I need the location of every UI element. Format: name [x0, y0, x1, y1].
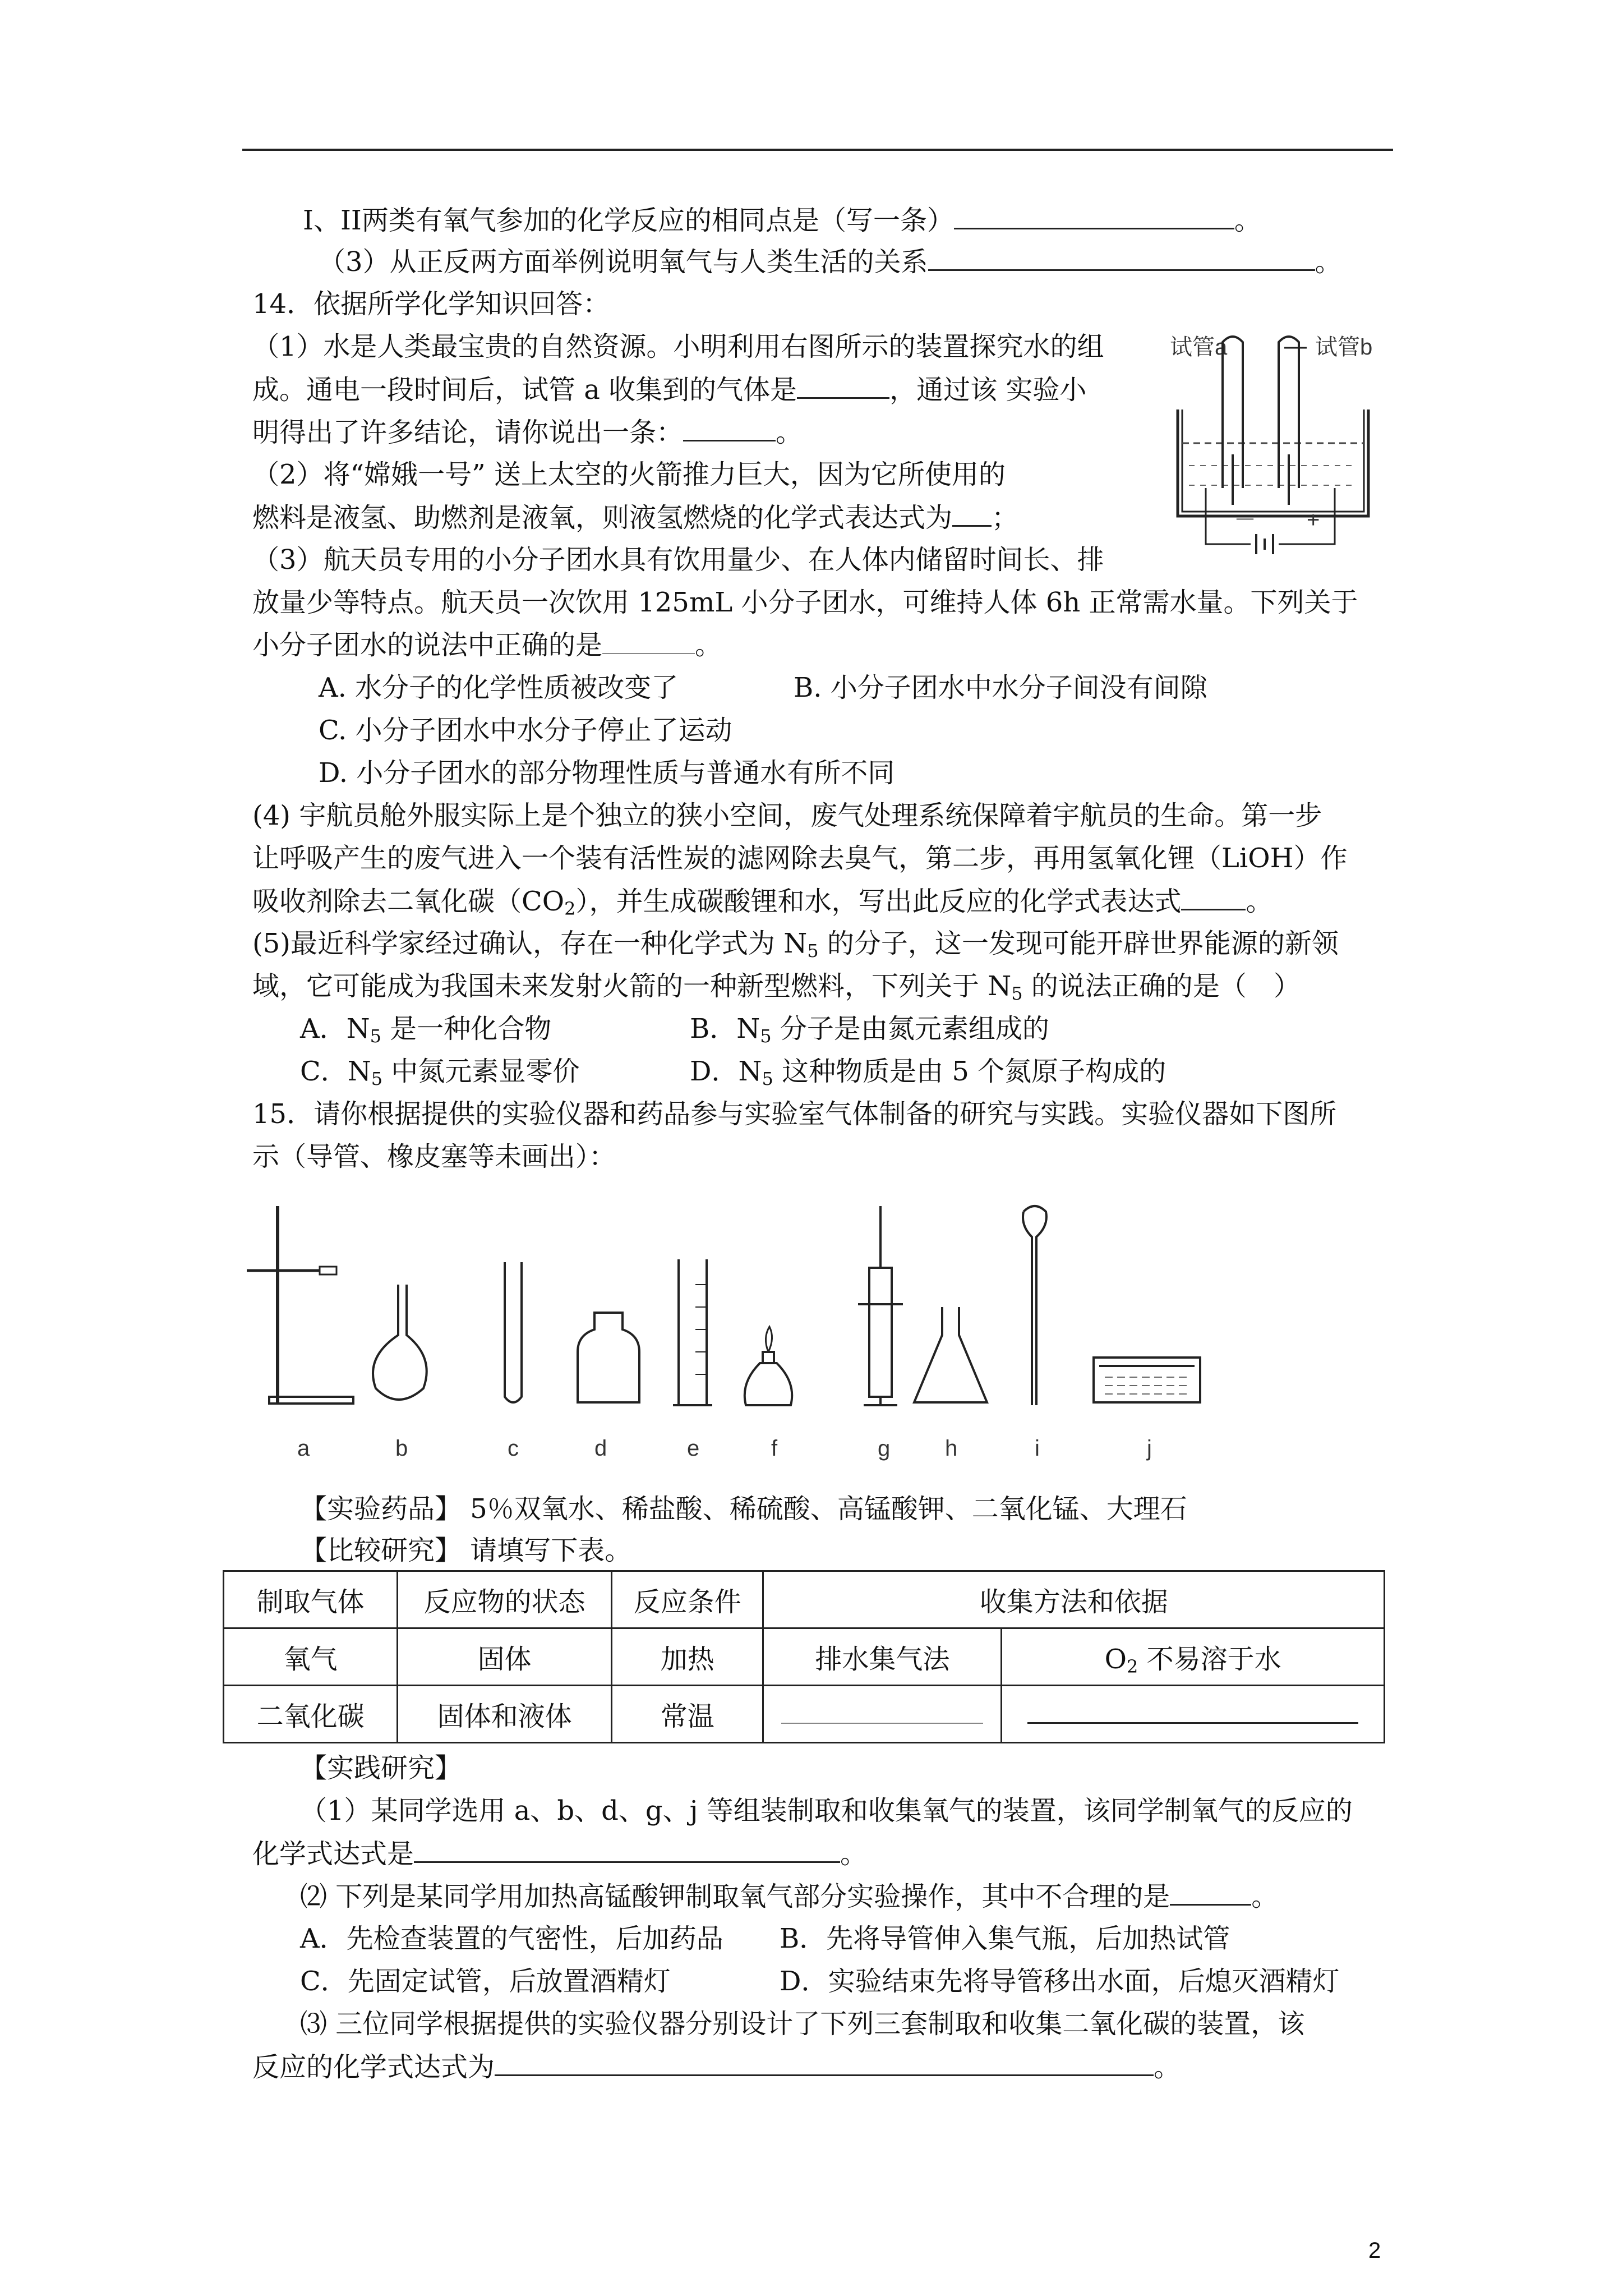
text: 中氮元素显零价 [382, 1056, 580, 1087]
lab-apparatus-figure [236, 1195, 1245, 1470]
answer-blank[interactable] [797, 372, 889, 399]
apparatus-label: h [945, 1436, 958, 1461]
electrolysis-apparatus-figure [1166, 331, 1380, 567]
answer-blank[interactable] [928, 245, 1315, 271]
apparatus-label: c [508, 1436, 519, 1461]
apparatus-label: d [594, 1436, 607, 1461]
text: A．N [300, 1013, 370, 1045]
text-line [252, 415, 803, 449]
text: ），并生成碳酸锂和水，写出此反应的化学式表达式 [575, 886, 1182, 917]
gas-jar-icon [578, 1313, 639, 1402]
text-line [252, 628, 722, 662]
text: D．N [690, 1056, 762, 1087]
text: 反应的化学式达式为 [252, 2051, 495, 2083]
option-c [300, 1055, 579, 1088]
alcohol-lamp-icon [745, 1327, 792, 1405]
separatory-funnel-icon [858, 1206, 903, 1405]
text: 。 [1154, 2051, 1181, 2083]
subscript: 5 [370, 1025, 382, 1047]
option-c: C．先固定试管，后放置酒精灯 [300, 1966, 671, 1997]
answer-blank[interactable] [1170, 1879, 1251, 1906]
text-line: （3）航天员专用的小分子团水具有饮用量少、在人体内储留时间长、排 [252, 544, 1104, 576]
table-cell: 固体 [398, 1628, 612, 1686]
text-line [252, 372, 1086, 407]
text: 化学式达式是 [252, 1838, 414, 1870]
text: 。 [776, 417, 803, 448]
table-header: 制取气体 [224, 1571, 398, 1628]
graduated-cylinder-icon [673, 1259, 712, 1405]
text: 分子是由氮元素组成的 [771, 1013, 1049, 1045]
text: 。 [1315, 246, 1342, 278]
text: 成。通电一段时间后，试管 a 收集到的气体是 [252, 374, 797, 406]
subscript: 5 [760, 1025, 772, 1047]
text: （3）从正反两方面举例说明氧气与人类生活的关系 [319, 246, 928, 278]
text: 的分子，这一发现可能开辟世界能源的新领 [818, 928, 1339, 959]
text-line [252, 884, 1272, 918]
text: ； [992, 502, 1019, 533]
minus-label: － [1234, 508, 1256, 532]
comparison-heading: 【比较研究】 请填写下表。 [300, 1535, 632, 1566]
text: ⑵ 下列是某同学用加热高锰酸钾制取氧气部分实验操作，其中不合理的是 [300, 1881, 1170, 1912]
text: 吸收剂除去二氧化碳（CO [252, 886, 565, 917]
text-line [319, 245, 1342, 279]
apparatus-label: g [878, 1436, 891, 1461]
text: I、II两类有氧气参加的化学反应的相同点是（写一条） [303, 205, 954, 236]
table-header-row [224, 1571, 1385, 1628]
text: 的说法正确的是（ ） [1022, 970, 1301, 1002]
text-line [252, 2050, 1181, 2084]
option-a: A. 水分子的化学性质被改变了 [319, 672, 679, 703]
option-a: A．先检查装置的气密性，后加药品 [300, 1923, 723, 1954]
text: (5)最近科学家经过确认，存在一种化学式为 N [252, 928, 808, 959]
apparatus-label: a [297, 1436, 310, 1461]
text: B．N [690, 1013, 760, 1045]
answer-blank[interactable] [414, 1837, 840, 1863]
text: 。 [1246, 886, 1273, 917]
experiment-drugs: 【实验药品】 5％双氧水、稀盐酸、稀硫酸、高锰酸钾、二氧化锰、大理石 [300, 1493, 1187, 1525]
apparatus-label: i [1035, 1436, 1040, 1461]
answer-blank[interactable] [781, 1698, 983, 1724]
text-line: 示（导管、橡皮塞等未画出）： [252, 1141, 616, 1172]
text: O [1104, 1644, 1127, 1675]
answer-blank[interactable] [954, 203, 1234, 229]
plus-label: + [1307, 508, 1320, 532]
text: 是一种化合物 [381, 1013, 552, 1045]
option-b [690, 1012, 1049, 1046]
table-cell: 常温 [612, 1686, 763, 1743]
table-cell: 固体和液体 [398, 1686, 612, 1743]
text-line: ⑶ 三位同学根据提供的实验仪器分别设计了下列三套制取和收集二氧化碳的装置，该 [300, 2008, 1305, 2040]
header-rule [242, 149, 1393, 151]
text-line [252, 927, 1339, 960]
text-line: （1）某同学选用 a、b、d、g、j 等组装制取和收集氧气的装置，该同学制氧气的反应的 [300, 1795, 1353, 1826]
text: ，通过该 实验小 [889, 374, 1087, 406]
subscript: 2 [564, 898, 576, 919]
text-line [303, 203, 1261, 237]
text: C．N [300, 1056, 371, 1087]
text: 。 [1234, 205, 1261, 236]
tube-b-label: 试管b [1315, 335, 1373, 360]
apparatus-label: j [1147, 1436, 1152, 1461]
subscript: 5 [807, 940, 819, 961]
question-14-title: 14．依据所学化学知识回答： [252, 288, 610, 320]
round-flask-icon [373, 1285, 427, 1400]
text-line: (4) 宇航员舱外服实际上是个独立的狭小空间，废气处理系统保障着宇航员的生命。第一步 [252, 800, 1322, 831]
table-cell: 排水集气法 [763, 1628, 1002, 1686]
text-line: （2）将“嫦娥一号” 送上太空的火箭推力巨大，因为它所使用的 [252, 459, 1006, 490]
page-number: 2 [1368, 2238, 1381, 2263]
long-neck-funnel-icon [1023, 1206, 1046, 1405]
answer-blank[interactable] [683, 415, 776, 441]
option-c: C. 小分子团水中水分子停止了运动 [319, 715, 732, 746]
water-trough-icon [1094, 1358, 1200, 1402]
text: 燃料是液氢、助燃剂是液氧，则液氢燃烧的化学式表达式为 [252, 502, 953, 533]
option-d: D. 小分子团水的部分物理性质与普通水有所不同 [319, 757, 895, 789]
table-header: 反应物的状态 [398, 1571, 612, 1628]
question-15-title: 15．请你根据提供的实验仪器和药品参与实验室气体制备的研究与实践。实验仪器如下图所 [252, 1098, 1337, 1130]
text-line: 让呼吸产生的废气进入一个装有活性炭的滤网除去臭气，第二步，再用氢氧化锂（LiOH）作 [252, 843, 1348, 874]
text: 域，它可能成为我国未来发射火箭的一种新型燃料，下列关于 N [252, 970, 1012, 1002]
tube-a-label: 试管a [1170, 335, 1228, 360]
subscript: 5 [1011, 983, 1023, 1004]
text: 。 [1251, 1881, 1279, 1912]
answer-blank[interactable] [1027, 1697, 1358, 1724]
iron-stand-icon [247, 1206, 353, 1404]
apparatus-label: f [771, 1436, 778, 1461]
subscript: 5 [762, 1068, 773, 1089]
text: 小分子团水的说法中正确的是 [252, 629, 603, 661]
table-header: 反应条件 [612, 1571, 763, 1628]
text: 这种物质是由 5 个氮原子构成的 [773, 1056, 1166, 1087]
option-b: B. 小分子团水中水分子间没有间隙 [794, 672, 1207, 703]
text: 。 [840, 1838, 868, 1870]
conical-flask-icon [914, 1307, 987, 1402]
text-line [252, 969, 1301, 1003]
table-cell: 加热 [612, 1628, 763, 1686]
answer-blank[interactable] [602, 628, 695, 654]
text: 。 [695, 629, 722, 661]
apparatus-label: b [395, 1436, 408, 1461]
table-cell [1002, 1628, 1385, 1686]
subscript: 5 [371, 1068, 383, 1089]
answer-blank[interactable] [1181, 884, 1246, 910]
table-cell [1002, 1686, 1385, 1743]
table-header: 收集方法和依据 [763, 1571, 1385, 1628]
table-cell: 二氧化碳 [224, 1686, 398, 1743]
subscript: 2 [1126, 1656, 1138, 1677]
text: 不易溶于水 [1138, 1644, 1281, 1675]
table-cell: 氧气 [224, 1628, 398, 1686]
option-a [300, 1012, 551, 1046]
option-d [690, 1055, 1166, 1088]
answer-blank[interactable] [495, 2050, 1154, 2076]
text-line [252, 1837, 867, 1871]
apparatus-label: e [687, 1436, 700, 1461]
text-line [300, 1879, 1278, 1913]
text-line [252, 500, 1018, 535]
option-b: B．先将导管伸入集气瓶，后加热试管 [780, 1923, 1230, 1954]
text: 明得出了许多结论，请你说出一条： [252, 417, 684, 448]
comparison-table [223, 1570, 1385, 1743]
table-cell [763, 1686, 1002, 1743]
option-d: D．实验结束先将导管移出水面，后熄灭酒精灯 [780, 1966, 1340, 1997]
table-row [224, 1686, 1385, 1743]
test-tube-icon [505, 1262, 522, 1402]
text-line: 放量少等特点。航天员一次饮用 125mL 小分子团水，可维持人体 6h 正常需水量。下列关于 [252, 587, 1358, 618]
table-row [224, 1628, 1385, 1686]
answer-blank[interactable] [952, 500, 992, 527]
practice-heading: 【实践研究】 [300, 1752, 462, 1784]
text-line: （1）水是人类最宝贵的自然资源。小明利用右图所示的装置探究水的组 [252, 331, 1104, 362]
